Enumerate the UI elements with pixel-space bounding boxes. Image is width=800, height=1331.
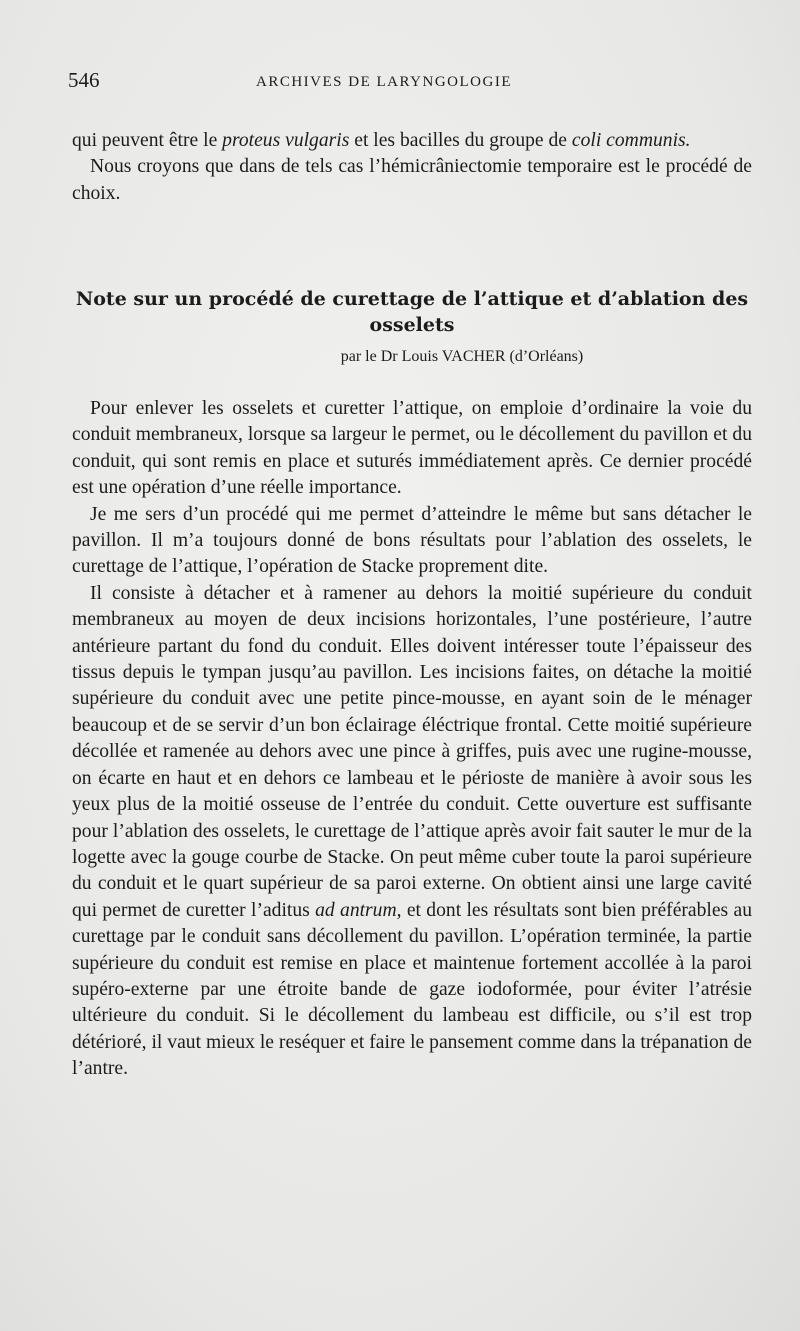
- page-header: [68, 68, 748, 98]
- page-number: 546: [68, 68, 100, 92]
- intro-text-1b: et les bacilles du groupe de: [349, 130, 572, 151]
- article-byline: par le Dr Louis VACHER (d’Orléans): [340, 348, 584, 365]
- body-paragraph-2: Je me sers d’un procédé qui me permet d’atteindre le même but sans détacher le pavillon. Il m’a toujours donné de bons résultats pour l’ablation des osselets, le curettage de l’attique, l’opération de Stacke proprement dite.: [72, 503, 752, 578]
- body-paragraph-1: Pour enlever les osselets et curetter l’attique, on emploie d’ordinaire la voie du conduit membraneux, lorsque sa largeur le permet, ou le décollement du pavillon et du conduit, qui sont remis en place et suturés immédiatement après. Ce dernier procédé est une opération d’une réelle importance.: [72, 398, 752, 499]
- body-italic-ad-antrum: ad antrum,: [315, 899, 402, 921]
- intro-text-1a: qui peuvent être le: [72, 130, 223, 151]
- running-title: ARCHIVES DE LARYNGOLOGIE: [256, 74, 512, 90]
- intro-paragraph-2: Nous croyons que dans de tels cas l’hémicrâniectomie temporaire est le procédé de choix.: [72, 156, 752, 204]
- article-title: Note sur un procédé de curettage de l’attique et d’ablation des osselets: [75, 288, 749, 336]
- article-body: [72, 396, 752, 1083]
- intro-italic-proteus: proteus vulgaris: [222, 130, 350, 151]
- intro-italic-coli: coli communis.: [571, 130, 691, 151]
- body-text-3b: et dont les résultats sont bien préférables au curettage par le conduit sans décollement du pavillon. L’opération terminée, la partie supérieure du conduit est remise en place et maintenue fortement accollée à la paroi supéro-externe par une étroite bande de gaze iodoformée, pour éviter l’atrésie ultérieure du conduit. Si le décollement du lambeau est difficile, ou s’il est trop détérioré, il vaut mieux le reséquer et faire le pansement comme dans la trépanation de l’antre.: [72, 899, 752, 1080]
- body-text-3a: Il consiste à détacher et à ramener au dehors la moitié supérieure du conduit membraneux au moyen de deux incisions horizontales, l’une postérieure, l’autre antérieure partant du fond du conduit. Elles doivent intéresser toute l’épaisseur des tissus depuis le tympan jusqu’au pavillon. Les incisions faites, on détache la moitié supérieure du conduit avec une petite pince-mousse, en ayant soin de le ménager beaucoup et de se servir d’un bon éclairage éléctrique frontal. Cette moitié supérieure décollée et ramenée au dehors avec une pince à griffes, puis avec une rugine-mousse, on écarte en haut et en dehors ce lambeau et le périoste de manière à avoir sous les yeux plus de la moitié osseuse de l’entrée du conduit. Cette ouverture est suffisante pour l’ablation des osselets, le curettage de l’attique après avoir fait sauter le mur de la logette avec la gouge courbe de Stacke. On peut même cuber toute la paroi supérieure du conduit et le quart supérieur de sa paroi externe. On obtient ainsi une large cavité qui permet de curetter l’aditus: [72, 582, 752, 921]
- body-paragraph-3: [72, 581, 752, 1083]
- intro-paragraph-1: [72, 128, 752, 154]
- intro-section: [72, 128, 752, 207]
